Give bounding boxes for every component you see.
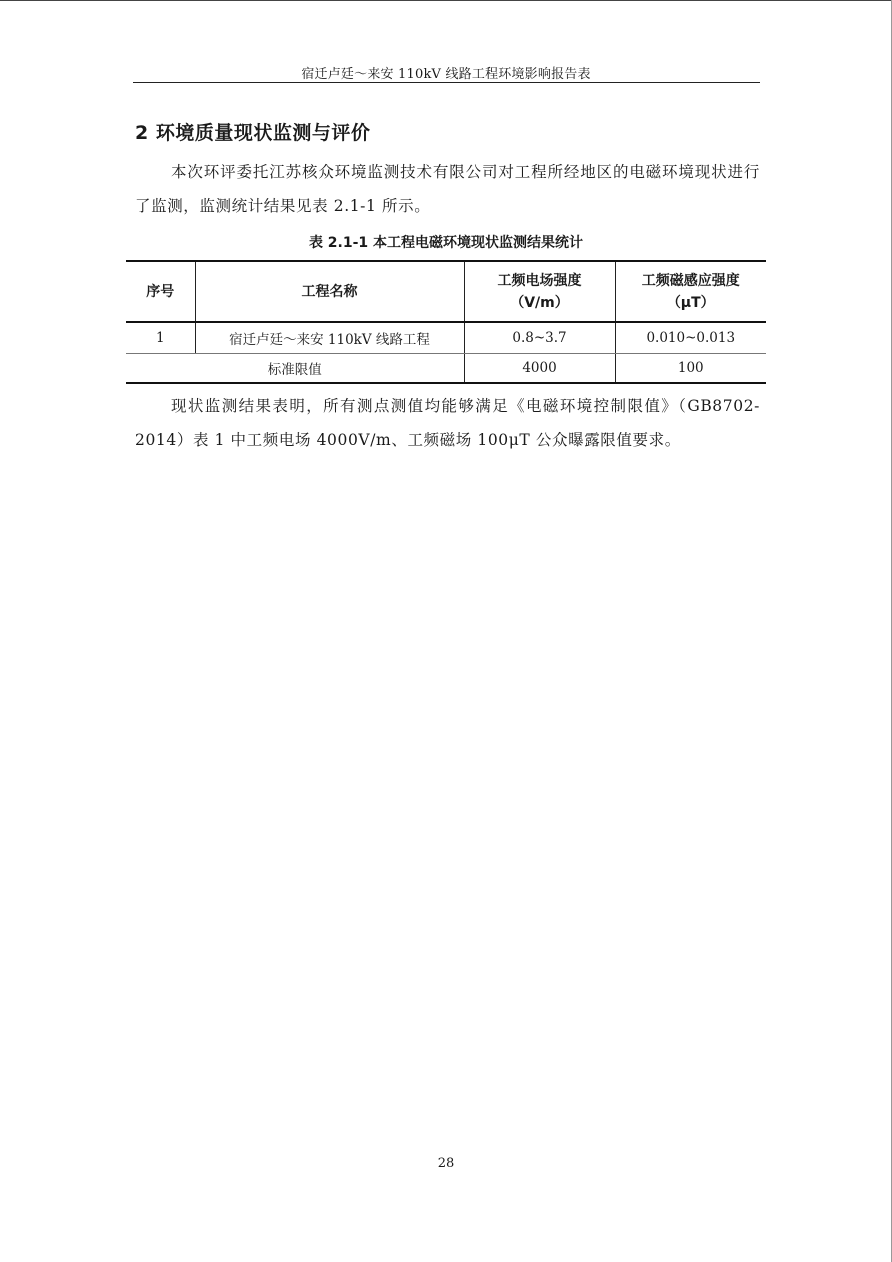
header-bfield-label: 工频磁感应强度 (641, 272, 740, 289)
cell-no: 1 (126, 322, 195, 353)
conclusion-paragraph: 现状监测结果表明，所有测点测值均能够满足《电磁环境控制限值》（GB8702-2014）表 1 中工频电场 4000V/m、工频磁场 100μT 公众曝露限值要求。 (135, 397, 760, 449)
table-row (126, 322, 766, 353)
header-efield (464, 261, 615, 322)
table-header-row (126, 261, 766, 322)
header-efield-unit: （V/m） (510, 294, 569, 311)
intro-paragraph: 本次环评委托江苏核众环境监测技术有限公司对工程所经地区的电磁环境现状进行了监测，监测统计结果见表 2.1-1 所示。 (135, 163, 760, 215)
header-bfield-unit: （μT） (666, 294, 715, 311)
monitoring-results-table (126, 260, 766, 384)
page-top-border (0, 0, 891, 1)
limit-row (126, 353, 766, 383)
header-rule (133, 82, 760, 83)
cell-efield: 0.8~3.7 (464, 322, 615, 353)
header-bfield (615, 261, 766, 322)
page-number: 28 (437, 1156, 455, 1171)
header-no: 序号 (126, 261, 195, 322)
cell-bfield: 0.010~0.013 (615, 322, 766, 353)
cell-name: 宿迁卢廷～来安 110kV 线路工程 (195, 322, 464, 353)
header-efield-label: 工频电场强度 (497, 272, 582, 289)
limit-bfield: 100 (615, 353, 766, 383)
section-heading: 2 环境质量现状监测与评价 (135, 122, 371, 144)
limit-efield: 4000 (464, 353, 615, 383)
table-caption: 表 2.1-1 本工程电磁环境现状监测结果统计 (308, 235, 584, 251)
limit-label: 标准限值 (126, 353, 464, 383)
running-header: 宿迁卢廷～来安 110kV 线路工程环境影响报告表 (301, 67, 591, 82)
header-name: 工程名称 (195, 261, 464, 322)
